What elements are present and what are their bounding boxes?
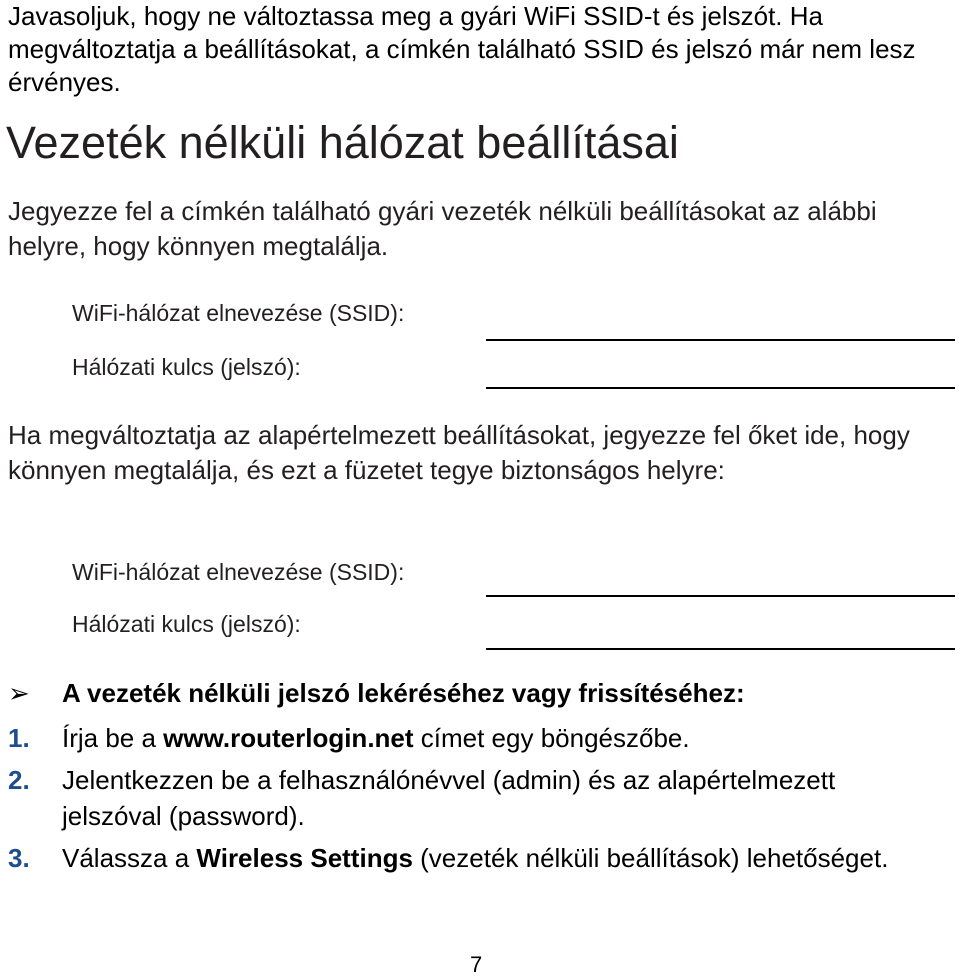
instructions-heading-text: A vezeték nélküli jelszó lekéréséhez vagy frissítéséhez:	[62, 678, 745, 708]
url-text: www.routerlogin.net	[163, 723, 414, 753]
key-label-2: Hálózati kulcs (jelszó):	[72, 611, 301, 637]
section-heading: Vezeték nélküli hálózat beállításai	[6, 117, 679, 168]
arrow-bullet-icon: ➢	[8, 678, 30, 708]
step-text-post: címet egy böngészőbe.	[413, 723, 690, 753]
ssid-line-2	[486, 595, 955, 597]
key-line-2	[486, 648, 955, 650]
step-number: 3.	[8, 843, 30, 873]
ssid-label-1: WiFi-hálózat elnevezése (SSID):	[72, 300, 405, 326]
step-number: 1.	[8, 723, 30, 753]
step-text-pre: Válassza a	[62, 843, 197, 873]
instruction-paragraph-2: Ha megváltoztatja az alapértelmezett beállításokat, jegyezze fel őket ide, hogy könnyen megtalálja, és ezt a füzetet tegye biztonságos helyre:	[8, 420, 910, 485]
intro-paragraph: Javasoljuk, hogy ne változtassa meg a gyári WiFi SSID-t és jelszót. Ha megváltoztatja a beállításokat, a címkén található SSID és jelszó már nem lesz érvényes.	[8, 1, 916, 97]
menu-item-text: Wireless Settings	[196, 843, 413, 873]
step-1	[8, 720, 948, 756]
instruction-paragraph-1: Jegyezze fel a címkén található gyári vezeték nélküli beállításokat az alábbi helyre, hogy könnyen megtalálja.	[8, 196, 877, 261]
step-3	[8, 840, 948, 912]
step-text: Jelentkezzen be a felhasználónévvel (admin) és az alapértelmezett jelszóval (password).	[62, 765, 836, 831]
step-2	[8, 762, 948, 834]
key-line-1	[486, 387, 955, 389]
step-text	[62, 840, 942, 876]
step-number: 2.	[8, 765, 30, 795]
page-number: 7	[470, 952, 483, 977]
ssid-line-1	[486, 339, 955, 341]
step-text-post: (vezeték nélküli beállítások) lehetőséget.	[412, 843, 889, 873]
step-text	[62, 720, 942, 756]
ssid-label-2: WiFi-hálózat elnevezése (SSID):	[72, 559, 405, 585]
instructions-heading	[8, 675, 745, 711]
key-label-1: Hálózati kulcs (jelszó):	[72, 354, 301, 380]
step-text-pre: Írja be a	[62, 723, 164, 753]
